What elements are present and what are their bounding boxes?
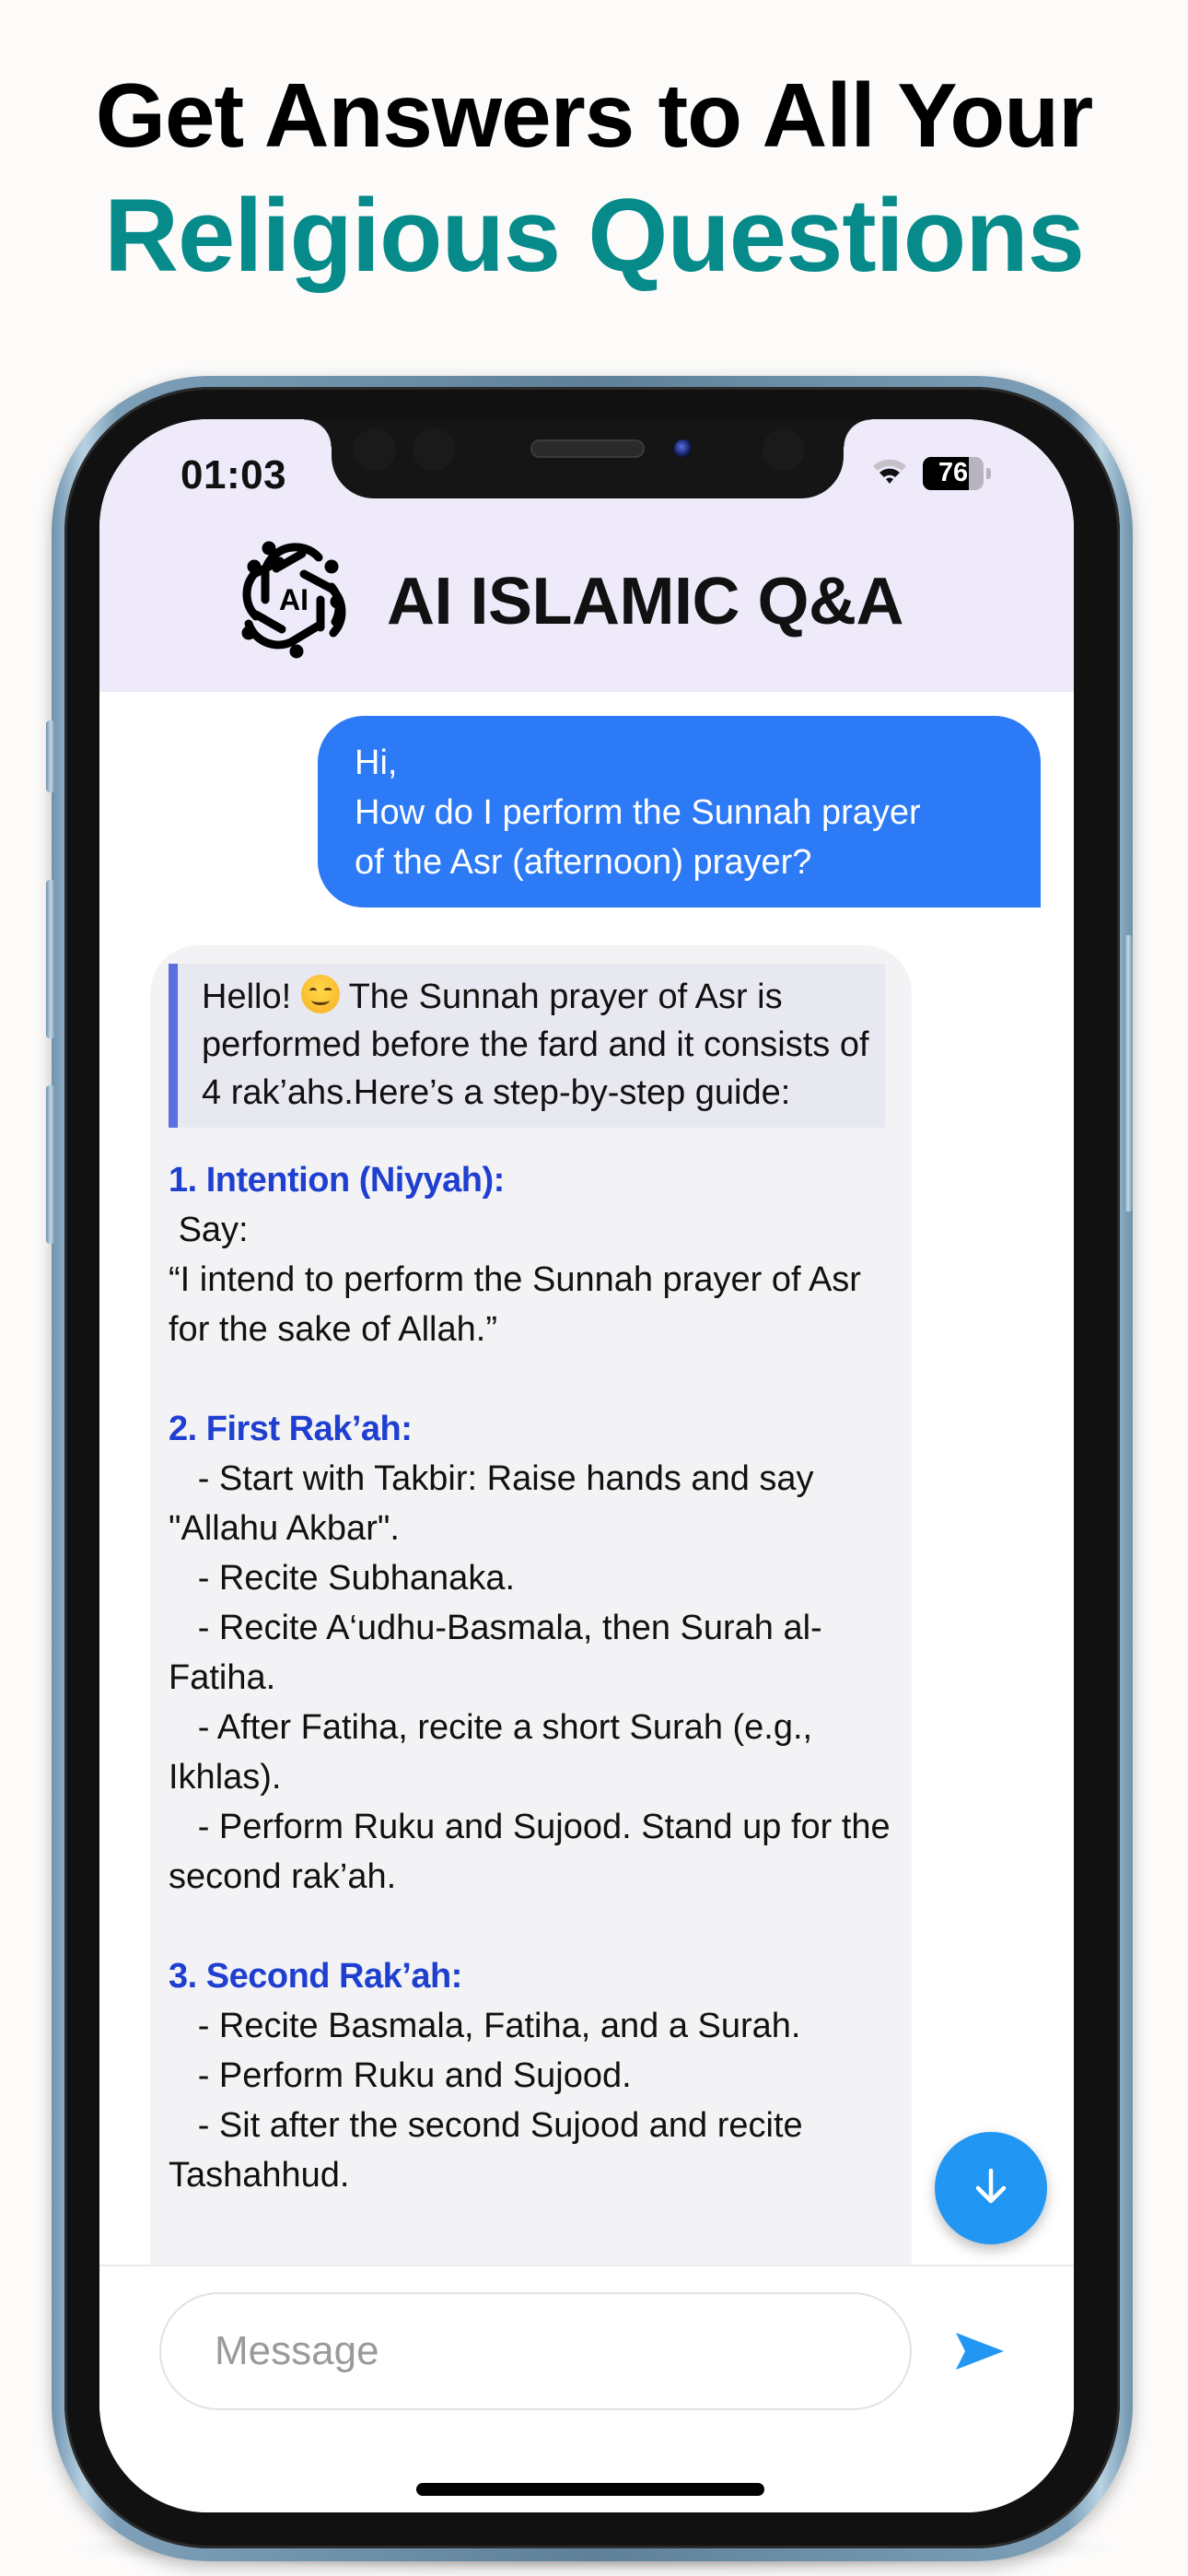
chat-thread[interactable] xyxy=(99,692,1074,2265)
step-line: - Recite Subhanaka. xyxy=(169,1559,516,1598)
headline-line-1: Get Answers to All Your xyxy=(95,64,1093,166)
step-title: 3. Second Rak’ah: xyxy=(169,1957,462,1996)
marketing-headline xyxy=(0,55,1188,300)
step-section xyxy=(169,1951,893,2200)
step-line: “I intend to perform the Sunnah prayer of Asr for the sake of Allah.” xyxy=(169,1260,871,1349)
intro-text-end: The Sunnah prayer of Asr is performed before the fard and it consists of 4 rak’ahs.Here’s a step-by-step guide: xyxy=(202,978,869,1112)
step-line: - Perform Ruku and Sujood. Stand up for the second rak’ah. xyxy=(169,1808,901,1896)
step-line: Say: xyxy=(169,1211,249,1249)
earpiece-speaker xyxy=(530,439,645,458)
assistant-intro-quote xyxy=(169,964,885,1128)
scroll-to-bottom-button[interactable] xyxy=(935,2132,1047,2244)
step-line: - Start with Takbir: Raise hands and say "Allahu Akbar". xyxy=(169,1459,824,1548)
ai-logo-icon xyxy=(228,533,359,669)
step-line: - Perform Ruku and Sujood. xyxy=(169,2056,632,2095)
phone-power-button xyxy=(1124,935,1133,1212)
step-line: - After Fatiha, recite a short Surah (e.g., Ikhlas). xyxy=(169,1708,822,1797)
user-message-bubble xyxy=(318,716,1041,907)
front-camera xyxy=(674,439,693,458)
headline-line-2: Religious Questions xyxy=(104,178,1084,293)
phone-volume-up-button xyxy=(46,880,55,1038)
app-title: AI ISLAMIC Q&A xyxy=(387,564,903,638)
step-line: - Sit after the second Sujood and recite Tashahhud. xyxy=(169,2106,812,2195)
app-brand xyxy=(228,533,903,669)
user-message-line: of the Asr (afternoon) prayer? xyxy=(355,843,812,882)
message-input[interactable] xyxy=(215,2328,910,2374)
phone-volume-down-button xyxy=(46,1085,55,1244)
status-icons xyxy=(871,456,991,490)
message-input-container[interactable] xyxy=(159,2292,912,2410)
battery-tip xyxy=(986,468,991,479)
message-composer xyxy=(99,2265,1074,2512)
user-message-line: Hi, xyxy=(355,744,398,782)
status-time: 01:03 xyxy=(181,452,287,498)
intro-text-start: Hello! xyxy=(202,978,301,1016)
assistant-steps xyxy=(169,1128,901,2200)
wifi-icon xyxy=(871,456,908,490)
step-title: 1. Intention (Niyyah): xyxy=(169,1161,505,1200)
home-indicator[interactable] xyxy=(416,2483,764,2496)
battery-icon xyxy=(923,457,984,490)
smiling-face-emoji-icon xyxy=(301,975,340,1013)
arrow-down-icon xyxy=(970,2165,1012,2212)
step-title: 2. First Rak’ah: xyxy=(169,1410,413,1448)
assistant-message-bubble xyxy=(150,945,912,2265)
send-button[interactable] xyxy=(952,2325,1007,2381)
user-message-line: How do I perform the Sunnah prayer xyxy=(355,793,921,832)
step-line: - Recite Basmala, Fatiha, and a Surah. xyxy=(169,2007,801,2045)
step-section xyxy=(169,1155,893,1354)
step-line: - Recite A‘udhu-Basmala, then Surah al-Fatiha. xyxy=(169,1609,822,1697)
phone-screen xyxy=(99,419,1074,2512)
send-icon xyxy=(954,2331,1006,2376)
svg-text:AI: AI xyxy=(279,583,309,616)
phone-notch xyxy=(332,419,844,498)
step-section xyxy=(169,1404,901,1902)
battery-percent: 76 xyxy=(938,458,969,487)
phone-action-button xyxy=(46,720,55,792)
